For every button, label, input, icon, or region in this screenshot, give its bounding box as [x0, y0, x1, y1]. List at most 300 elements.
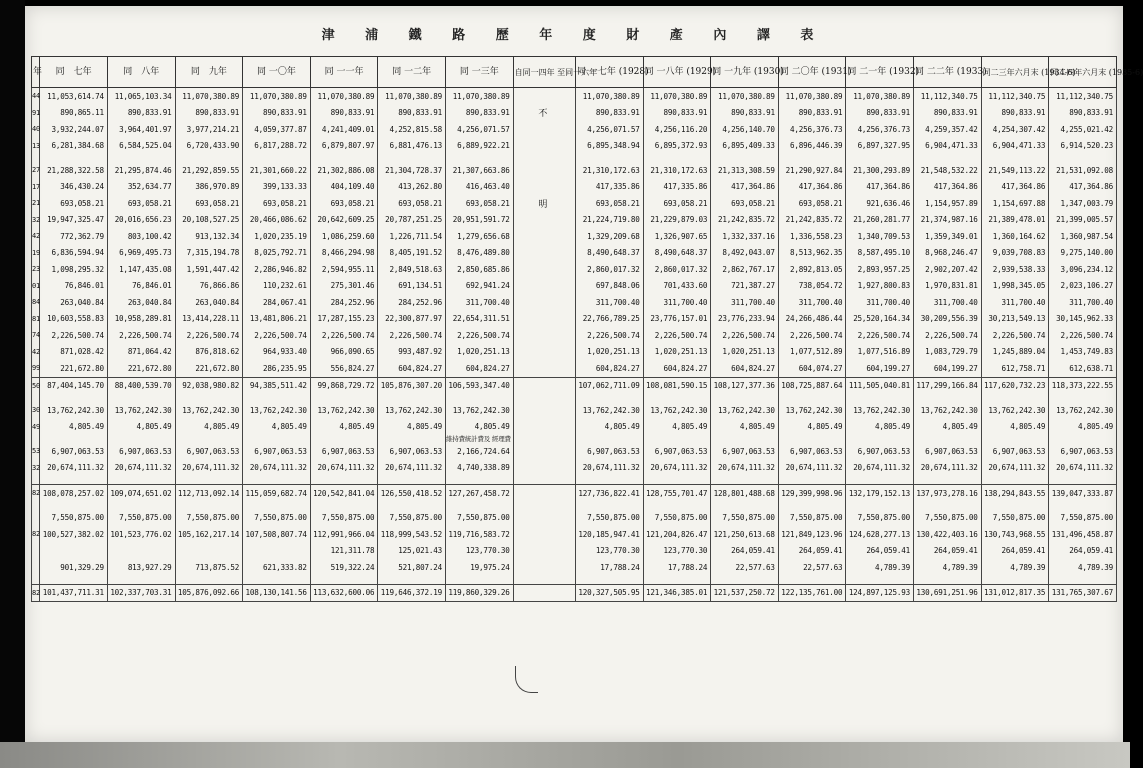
value-cell: 21,302,886.08: [310, 162, 378, 179]
property-table: [31, 56, 1143, 602]
value-cell: 4,805.49: [40, 419, 108, 436]
value-cell: 1,340,709.53: [846, 228, 914, 245]
value-cell: 101,523,776.02: [107, 526, 175, 543]
value-cell: 890,833.91: [914, 105, 982, 122]
value-cell: 6,907,063.53: [643, 443, 711, 460]
row-stub-cell: 23: [32, 261, 40, 278]
value-cell: 11,053,614.74: [40, 88, 108, 105]
value-cell: [981, 394, 1049, 402]
value-cell: 604,824.27: [445, 360, 513, 377]
row-stub-cell: 50: [32, 377, 40, 394]
value-cell: [107, 154, 175, 162]
value-cell: 399,133.33: [243, 179, 311, 196]
value-cell: 118,999,543.52: [378, 526, 446, 543]
table-row: [32, 510, 1117, 527]
value-cell: [981, 435, 1049, 443]
value-cell: 693,058.21: [243, 195, 311, 212]
value-cell: 21,310,172.63: [643, 162, 711, 179]
value-cell: 21,242,835.72: [711, 212, 779, 229]
value-cell: 346,430.24: [40, 179, 108, 196]
value-cell: 11,070,380.89: [378, 88, 446, 105]
value-cell: 21,304,728.37: [378, 162, 446, 179]
row-stub-cell: 42: [32, 344, 40, 361]
value-cell: 10,958,289.81: [107, 311, 175, 328]
unknown-range-cell: [513, 88, 575, 105]
value-cell: 21,313,308.59: [711, 162, 779, 179]
value-cell: 3,932,244.07: [40, 121, 108, 138]
value-cell: 697,848.06: [575, 278, 643, 295]
row-stub-cell: 49: [32, 419, 40, 436]
value-cell: [40, 576, 108, 585]
value-cell: 7,315,194.78: [175, 245, 243, 262]
column-header: 同 八年: [107, 57, 175, 88]
column-header: 同 一〇年: [243, 57, 311, 88]
unknown-range-cell: [513, 154, 575, 162]
value-cell: 30,213,549.13: [981, 311, 1049, 328]
value-cell: 6,907,063.53: [40, 443, 108, 460]
value-cell: 105,876,307.20: [378, 377, 446, 394]
unknown-range-cell: [513, 344, 575, 361]
value-cell: 264,059.41: [711, 543, 779, 560]
value-cell: [243, 502, 311, 510]
value-cell: 693,058.21: [711, 195, 779, 212]
value-cell: 604,199.27: [914, 360, 982, 377]
value-cell: 8,405,191.52: [378, 245, 446, 262]
value-cell: 604,824.27: [575, 360, 643, 377]
value-cell: 94,385,511.42: [243, 377, 311, 394]
value-cell: 22,300,877.97: [378, 311, 446, 328]
value-cell: [1049, 502, 1117, 510]
value-cell: 124,897,125.93: [846, 584, 914, 602]
value-cell: 1,154,697.88: [981, 195, 1049, 212]
value-cell: 128,801,488.68: [711, 485, 779, 502]
value-cell: 20,642,609.25: [310, 212, 378, 229]
value-cell: [310, 502, 378, 510]
value-cell: 2,023,106.27: [1049, 278, 1117, 295]
value-cell: 4,805.49: [445, 419, 513, 436]
value-cell: 8,587,495.10: [846, 245, 914, 262]
value-cell: [575, 154, 643, 162]
value-cell: 416,463.40: [445, 179, 513, 196]
value-cell: [1049, 435, 1117, 443]
value-cell: 11,070,380.89: [445, 88, 513, 105]
value-cell: [243, 154, 311, 162]
value-cell: [107, 576, 175, 585]
value-cell: 7,550,875.00: [575, 510, 643, 527]
value-cell: 132,179,152.13: [846, 485, 914, 502]
value-cell: 311,700.40: [846, 294, 914, 311]
value-cell: 20,674,111.32: [1049, 460, 1117, 477]
value-cell: [778, 435, 846, 443]
value-cell: 21,549,113.22: [981, 162, 1049, 179]
value-cell: 13,481,806.21: [243, 311, 311, 328]
value-cell: 2,850,685.86: [445, 261, 513, 278]
table-row: [32, 228, 1117, 245]
value-cell: 2,226,500.74: [981, 327, 1049, 344]
value-cell: 693,058.21: [107, 195, 175, 212]
value-cell: 11,070,380.89: [175, 88, 243, 105]
value-cell: [981, 476, 1049, 485]
value-cell: 131,765,307.67: [1049, 584, 1117, 602]
value-cell: 108,725,887.64: [778, 377, 846, 394]
value-cell: 6,907,063.53: [107, 443, 175, 460]
value-cell: 4,805.49: [175, 419, 243, 436]
value-cell: 612,638.71: [1049, 360, 1117, 377]
value-cell: 1,020,251.13: [445, 344, 513, 361]
unknown-range-cell: [513, 179, 575, 196]
value-cell: [1049, 576, 1117, 585]
value-cell: 87,404,145.70: [40, 377, 108, 394]
value-cell: 7,550,875.00: [243, 510, 311, 527]
value-cell: [1049, 154, 1117, 162]
value-cell: 13,762,242.30: [575, 402, 643, 419]
value-cell: 106,593,347.40: [445, 377, 513, 394]
value-cell: [981, 502, 1049, 510]
value-cell: 21,300,293.89: [846, 162, 914, 179]
column-header: 同 九年: [175, 57, 243, 88]
row-stub-cell: [32, 394, 40, 402]
value-cell: 404,109.40: [310, 179, 378, 196]
value-cell: [981, 154, 1049, 162]
value-cell: 6,907,063.53: [1049, 443, 1117, 460]
value-cell: 284,067.41: [243, 294, 311, 311]
scan-bottom-edge: [0, 742, 1130, 768]
value-cell: 693,058.21: [378, 195, 446, 212]
value-cell: 20,787,251.25: [378, 212, 446, 229]
table-body: [32, 88, 1117, 602]
value-cell: [378, 394, 446, 402]
value-cell: 311,700.40: [711, 294, 779, 311]
value-cell: 284,252.96: [310, 294, 378, 311]
value-cell: 692,941.24: [445, 278, 513, 295]
row-stub-cell: 82: [32, 584, 40, 602]
table-row: [32, 377, 1117, 394]
value-cell: 21,531,092.08: [1049, 162, 1117, 179]
value-cell: 110,232.61: [243, 278, 311, 295]
value-cell: 4,259,357.42: [914, 121, 982, 138]
value-cell: 876,818.62: [175, 344, 243, 361]
value-cell: 130,422,403.16: [914, 526, 982, 543]
value-cell: 691,134.51: [378, 278, 446, 295]
value-cell: 1,347,003.79: [1049, 195, 1117, 212]
value-cell: [378, 435, 446, 443]
value-cell: 11,112,340.75: [1049, 88, 1117, 105]
value-cell: 4,789.39: [1049, 559, 1117, 576]
value-cell: 311,700.40: [643, 294, 711, 311]
value-cell: 604,824.27: [378, 360, 446, 377]
value-cell: 76,866.86: [175, 278, 243, 295]
value-cell: 20,674,111.32: [643, 460, 711, 477]
unknown-range-cell: [513, 526, 575, 543]
row-stub-cell: 19: [32, 245, 40, 262]
value-cell: 108,081,590.15: [643, 377, 711, 394]
value-cell: 1,927,800.83: [846, 278, 914, 295]
value-cell: 1,279,656.68: [445, 228, 513, 245]
value-cell: 2,939,538.33: [981, 261, 1049, 278]
value-cell: 6,889,922.21: [445, 138, 513, 155]
value-cell: 7,550,875.00: [846, 510, 914, 527]
value-cell: 890,833.91: [107, 105, 175, 122]
value-cell: 4,805.49: [1049, 419, 1117, 436]
column-header: 同 一二年: [378, 57, 446, 88]
value-cell: [243, 435, 311, 443]
value-cell: 20,674,111.32: [175, 460, 243, 477]
value-cell: 101,437,711.31: [40, 584, 108, 602]
unknown-range-cell: [513, 584, 575, 602]
value-cell: 25,520,164.34: [846, 311, 914, 328]
value-cell: 21,229,879.03: [643, 212, 711, 229]
column-header: 同 一一年: [310, 57, 378, 88]
value-cell: 13,762,242.30: [711, 402, 779, 419]
table-row: [32, 212, 1117, 229]
value-cell: 4,805.49: [107, 419, 175, 436]
value-cell: 131,012,817.35: [981, 584, 1049, 602]
column-header: 同 一七年 (1928): [575, 57, 643, 88]
value-cell: 1,020,251.13: [643, 344, 711, 361]
value-cell: 9,039,708.83: [981, 245, 1049, 262]
row-stub-cell: 44: [32, 88, 40, 105]
value-cell: [575, 476, 643, 485]
value-cell: 123,770.30: [445, 543, 513, 560]
scan-left-edge: [0, 0, 25, 742]
value-cell: 772,362.79: [40, 228, 108, 245]
value-cell: 871,064.42: [107, 344, 175, 361]
value-cell: 4,241,409.01: [310, 121, 378, 138]
table-row: [32, 502, 1117, 510]
value-cell: 21,399,005.57: [1049, 212, 1117, 229]
value-cell: 3,096,234.12: [1049, 261, 1117, 278]
value-cell: [846, 502, 914, 510]
value-cell: 112,713,092.14: [175, 485, 243, 502]
table-row: [32, 245, 1117, 262]
row-stub-cell: 21: [32, 195, 40, 212]
column-header: 同 一九年 (1930): [711, 57, 779, 88]
row-stub-cell: 27: [32, 162, 40, 179]
value-cell: 128,755,701.47: [643, 485, 711, 502]
value-cell: 121,250,613.68: [711, 526, 779, 543]
table-row: [32, 419, 1117, 436]
value-cell: 519,322.24: [310, 559, 378, 576]
row-stub-cell: 82: [32, 485, 40, 502]
value-cell: [711, 394, 779, 402]
value-cell: 890,833.91: [310, 105, 378, 122]
value-cell: 13,762,242.30: [175, 402, 243, 419]
value-cell: 21,290,927.84: [778, 162, 846, 179]
value-cell: [175, 394, 243, 402]
table-row: [32, 543, 1117, 560]
value-cell: 6,895,409.33: [711, 138, 779, 155]
row-stub-cell: [32, 502, 40, 510]
value-cell: 117,620,732.23: [981, 377, 1049, 394]
row-stub-cell: 32: [32, 460, 40, 477]
value-cell: 2,226,500.74: [378, 327, 446, 344]
value-cell: 20,674,111.32: [981, 460, 1049, 477]
value-cell: 2,902,207.42: [914, 261, 982, 278]
value-cell: 107,508,807.74: [243, 526, 311, 543]
value-cell: 21,292,859.55: [175, 162, 243, 179]
value-cell: 123,770.30: [643, 543, 711, 560]
value-cell: 30,145,962.33: [1049, 311, 1117, 328]
value-cell: 2,166,724.64: [445, 443, 513, 460]
value-cell: [445, 502, 513, 510]
value-cell: 890,865.11: [40, 105, 108, 122]
value-cell: 111,505,040.81: [846, 377, 914, 394]
document-page: [25, 6, 1143, 742]
value-cell: 20,674,111.32: [711, 460, 779, 477]
column-header: 同二四年六月末 (1935-6): [1049, 57, 1117, 88]
value-cell: 120,185,947.41: [575, 526, 643, 543]
value-cell: 6,907,063.53: [175, 443, 243, 460]
value-cell: 221,672.80: [175, 360, 243, 377]
value-cell: 1,020,251.13: [575, 344, 643, 361]
value-cell: 264,059.41: [846, 543, 914, 560]
value-cell: 890,833.91: [575, 105, 643, 122]
value-cell: 4,740,338.89: [445, 460, 513, 477]
value-cell: [914, 502, 982, 510]
value-cell: 4,789.39: [846, 559, 914, 576]
value-cell: 10,603,558.83: [40, 311, 108, 328]
value-cell: 713,875.52: [175, 559, 243, 576]
value-cell: 9,275,140.00: [1049, 245, 1117, 262]
value-cell: 92,038,980.82: [175, 377, 243, 394]
value-cell: 21,301,660.22: [243, 162, 311, 179]
value-cell: 4,789.39: [981, 559, 1049, 576]
value-cell: 8,490,648.37: [643, 245, 711, 262]
row-stub-cell: 13: [32, 138, 40, 155]
value-cell: 221,672.80: [107, 360, 175, 377]
value-cell: 112,991,966.04: [310, 526, 378, 543]
value-cell: 7,550,875.00: [711, 510, 779, 527]
table-row: [32, 154, 1117, 162]
value-cell: 2,226,500.74: [40, 327, 108, 344]
value-cell: 13,414,228.11: [175, 311, 243, 328]
value-cell: 2,849,518.63: [378, 261, 446, 278]
row-stub-cell: 30: [32, 402, 40, 419]
value-cell: 13,762,242.30: [1049, 402, 1117, 419]
value-cell: 7,550,875.00: [778, 510, 846, 527]
unknown-range-cell: [513, 377, 575, 394]
value-cell: 693,058.21: [778, 195, 846, 212]
value-cell: 20,674,111.32: [914, 460, 982, 477]
value-cell: 1,077,512.89: [778, 344, 846, 361]
value-cell: 2,860,017.32: [643, 261, 711, 278]
value-cell: 119,860,329.26: [445, 584, 513, 602]
value-cell: 76,846.01: [107, 278, 175, 295]
value-cell: [778, 394, 846, 402]
value-cell: [575, 394, 643, 402]
value-cell: 6,904,471.33: [914, 138, 982, 155]
value-cell: [40, 476, 108, 485]
value-cell: 1,098,295.32: [40, 261, 108, 278]
value-cell: 2,226,500.74: [643, 327, 711, 344]
value-cell: [243, 394, 311, 402]
value-cell: 120,327,505.95: [575, 584, 643, 602]
table-row: [32, 460, 1117, 477]
unknown-range-cell: [513, 402, 575, 419]
value-cell: [378, 502, 446, 510]
table-row: [32, 162, 1117, 179]
row-stub-cell: [32, 476, 40, 485]
value-cell: 21,224,719.80: [575, 212, 643, 229]
unknown-range-cell: [513, 212, 575, 229]
value-cell: 113,632,600.06: [310, 584, 378, 602]
unknown-range-cell: [513, 311, 575, 328]
value-cell: 131,496,458.87: [1049, 526, 1117, 543]
value-cell: 11,070,380.89: [778, 88, 846, 105]
unknown-range-cell: [513, 502, 575, 510]
value-cell: 118,373,222.55: [1049, 377, 1117, 394]
value-cell: [445, 154, 513, 162]
value-cell: 123,770.30: [575, 543, 643, 560]
table-row: [32, 485, 1117, 502]
table-row: [32, 360, 1117, 377]
unknown-range-cell: [513, 162, 575, 179]
value-cell: 7,550,875.00: [1049, 510, 1117, 527]
value-cell: 6,584,525.04: [107, 138, 175, 155]
value-cell: [711, 154, 779, 162]
unknown-range-cell: [513, 419, 575, 436]
value-cell: 6,907,063.53: [846, 443, 914, 460]
column-header: 同 一八年 (1929): [643, 57, 711, 88]
value-cell: [445, 394, 513, 402]
value-cell: 2,226,500.74: [243, 327, 311, 344]
value-cell: 890,833.91: [175, 105, 243, 122]
value-cell: [643, 476, 711, 485]
value-cell: 993,487.92: [378, 344, 446, 361]
value-cell: 2,226,500.74: [711, 327, 779, 344]
value-cell: [310, 435, 378, 443]
value-cell: 221,672.80: [40, 360, 108, 377]
value-cell: [107, 543, 175, 560]
value-cell: 693,058.21: [310, 195, 378, 212]
value-cell: 386,970.89: [175, 179, 243, 196]
unknown-range-cell: [513, 360, 575, 377]
value-cell: 24,266,486.44: [778, 311, 846, 328]
value-cell: 7,550,875.00: [643, 510, 711, 527]
value-cell: 1,147,435.08: [107, 261, 175, 278]
value-cell: 693,058.21: [445, 195, 513, 212]
table-row: [32, 443, 1117, 460]
value-cell: 4,805.49: [981, 419, 1049, 436]
value-cell: [914, 154, 982, 162]
value-cell: 4,256,071.57: [575, 121, 643, 138]
value-cell: 6,907,063.53: [778, 443, 846, 460]
value-cell: 88,400,539.70: [107, 377, 175, 394]
table-row: [32, 526, 1117, 543]
value-cell: 4,254,307.42: [981, 121, 1049, 138]
table-row: [32, 327, 1117, 344]
value-cell: [643, 435, 711, 443]
value-cell: 8,025,792.71: [243, 245, 311, 262]
value-cell: [175, 435, 243, 443]
value-cell: [914, 435, 982, 443]
row-stub-cell: 82: [32, 526, 40, 543]
value-cell: 3,964,401.97: [107, 121, 175, 138]
value-cell: 284,252.96: [378, 294, 446, 311]
table-row: [32, 195, 1117, 212]
value-cell: [378, 476, 446, 485]
value-cell: 21,307,663.86: [445, 162, 513, 179]
value-cell: 8,476,489.80: [445, 245, 513, 262]
value-cell: [310, 476, 378, 485]
column-header: 同 二二年 (1933): [914, 57, 982, 88]
unknown-range-cell: [513, 435, 575, 443]
value-cell: 7,550,875.00: [445, 510, 513, 527]
value-cell: 13,762,242.30: [310, 402, 378, 419]
value-cell: 13,762,242.30: [778, 402, 846, 419]
value-cell: 6,907,063.53: [378, 443, 446, 460]
value-cell: 121,204,826.47: [643, 526, 711, 543]
